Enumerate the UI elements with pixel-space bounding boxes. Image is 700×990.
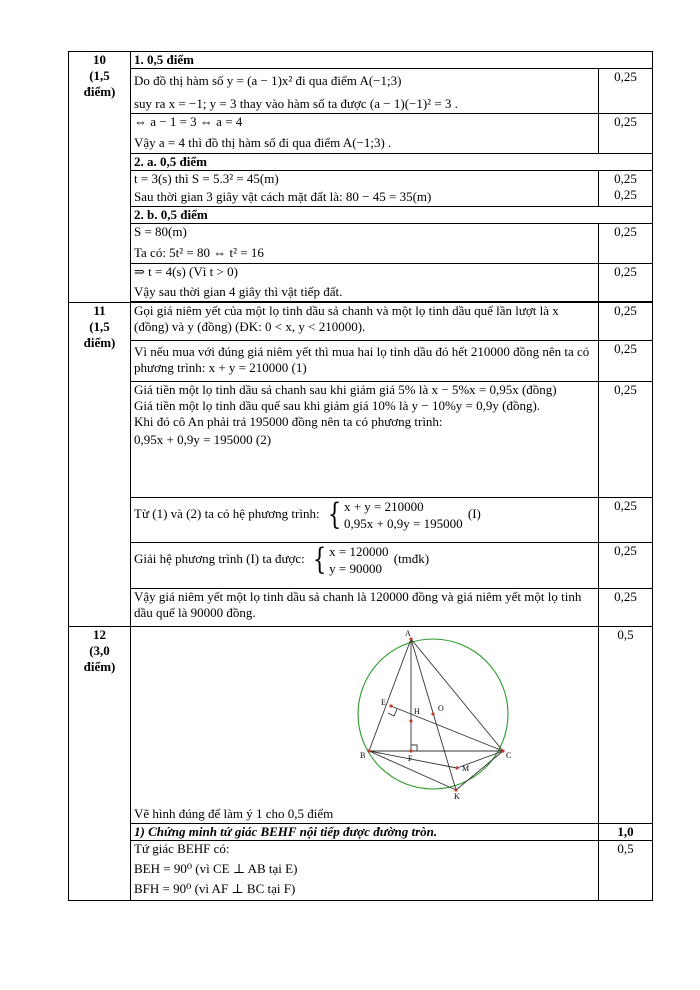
q11-score5: 0,25 [599,543,653,589]
q10-part1-score2: 0,25 [599,114,653,154]
label-k: K [453,792,460,801]
label-a: A [404,629,411,638]
label-h: H [413,707,420,716]
label-f: F [407,754,412,763]
q10-part1-step2: ⇔ a − 1 = 3 ⇔ a = 4 Vậy a = 4 thì đồ thị hàm số đi qua điểm A(−1;3) . [131,114,599,154]
q10-part2a-scores: 0,25 0,25 [599,171,653,207]
q10-part2b-step2: ⇒ t = 4(s) (Vì t > 0) Vậy sau thời gian 4 giây thì vật tiếp đất. [131,264,599,302]
q10-part2b-score1: 0,25 [599,224,653,264]
q12-figure-cell [131,627,599,824]
q12-part1-title: 1) Chứng minh tứ giác BEHF nội tiếp được đường tròn. [131,824,599,841]
line-b-m [369,751,457,768]
q10-part1-step1: Do đồ thị hàm số y = (a − 1)x² đi qua điểm A(−1;3) suy ra x = −1; y = 3 thay vào hàm số ta được (a − 1)(−1)² = 3 . [131,69,599,114]
q10-part2b-score2: 0,25 [599,264,653,302]
q11-score2: 0,25 [599,341,653,382]
label-c: C [505,751,511,760]
figure-caption: Vẽ hình đúng để làm ý 1 cho 0,5 điểm [134,806,334,821]
q11-score4: 0,25 [599,498,653,543]
q10-part2b-step1: S = 80(m) Ta có: 5t² = 80 ⇔ t² = 16 [131,224,599,264]
system-solution: { x = 120000 y = 90000 [312,542,389,577]
q12-figure-score: 0,5 [599,627,653,824]
label-o: O [437,704,444,713]
q12-part1-proof: Tứ giác BEHF có: BEH = 90⁰ (vì CE ⊥ AB tại E) BFH = 90⁰ (vì AF ⊥ BC tại F) [131,841,599,901]
label-e: E [380,698,386,707]
label-m: M [461,764,469,773]
q10-part1-score1: 0,25 [599,69,653,114]
q11-step4: Từ (1) và (2) ta có hệ phương trình: { x + y = 210000 0,95x + 0,9y = 195000 (I) [131,498,599,543]
q12-part1-title-score: 1,0 [599,824,653,841]
q10-part2b-title: 2. b. 0,5 điểm [131,207,653,224]
system-of-equations: { x + y = 210000 0,95x + 0,9y = 195000 [327,497,463,532]
question-10-label: 10 (1,5 điểm) [69,52,131,303]
q12-part1-score: 0,5 [599,841,653,901]
q11-step1: Gọi giá niêm yết của một lọ tinh dầu sả chanh và một lọ tinh dầu quế lần lượt là x (đồng) và y (đồng) (ĐK: 0 < x, y < 210000). [131,303,599,341]
q10-part2a-title: 2. a. 0,5 điểm [131,154,653,171]
line-bk [369,751,456,790]
q11-score6: 0,25 [599,589,653,627]
q11-step5: Giải hệ phương trình (I) ta được: { x = 120000 y = 90000 (tmđk) [131,543,599,589]
q11-score1: 0,25 [599,303,653,341]
q10-part1-title: 1. 0,5 điểm [131,52,653,69]
q11-step2: Vì nếu mua với đúng giá niêm yết thì mua hai lọ tinh dầu đó hết 210000 đồng nên ta có phương trình: x + y = 210000 (1) [131,341,599,382]
question-11-label: 11 (1,5 điểm) [69,303,131,627]
answer-key-table [68,51,653,901]
right-angle-e [388,709,397,716]
question-12-label: 12 (3,0 điểm) [69,627,131,901]
label-b: B [359,751,365,760]
q11-step3: Giá tiền một lọ tinh dầu sả chanh sau khi giảm giá 5% là x − 5%x = 0,95x (đồng) Giá tiền một lọ tinh dầu quế sau khi giảm giá 10% là y − 10%y = 0,9y (đồng). Khi đó cô An phải trả 195000 đồng nên ta có phương trình: 0,95x + 0,9y = 195000 (2) [131,382,599,498]
altitude-ce [391,706,503,751]
geometry-figure [135,627,595,805]
q11-conclusion: Vậy giá niêm yết một lọ tinh dầu sả chanh là 120000 đồng và giá niêm yết một lọ tinh dầu quế là 90000 đồng. [131,589,599,627]
q10-part2a-steps: t = 3(s) thì S = 5.3² = 45(m) Sau thời gian 3 giây vật cách mặt đất là: 80 − 45 = 35(m) [131,171,599,207]
side-ab [369,639,411,751]
q11-score3: 0,25 [599,382,653,498]
side-ac [411,639,503,751]
